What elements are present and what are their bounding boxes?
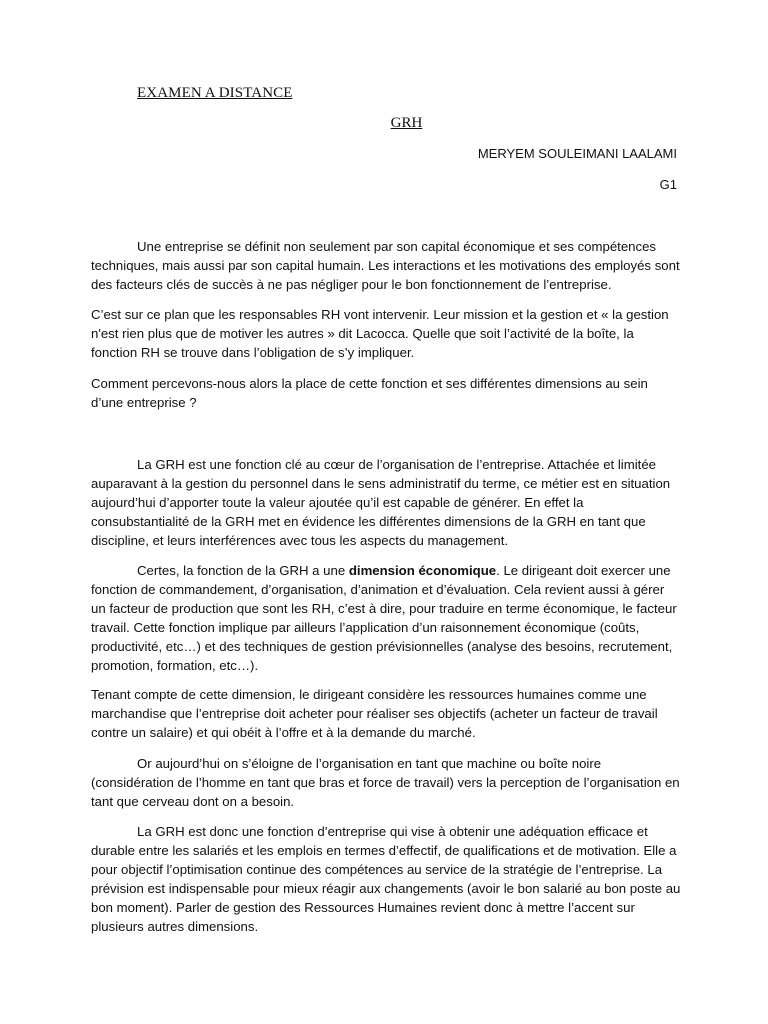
paragraph-text: La GRH est donc une fonction d’entreprise qui vise à obtenir une adéquation efficace et durable entre les salariés et les emplois en termes d’effectif, de qualifications et de motivation. Elle a pour objectif l’optimisation continue des compétences au service de la stratégie de l’entreprise. La prévision est indispensable pour mieux réagir aux changements (avoir le bon salarié au bon poste au bon moment). Parler de gestion des Ressources Humaines revient donc à mettre l’accent sur plusieurs autres dimensions. <box>91 824 681 934</box>
paragraph-organisation <box>91 754 681 811</box>
subject-title: GRH <box>390 115 423 131</box>
paragraph-merchandise <box>91 685 681 742</box>
paragraph-text: Une entreprise se définit non seulement par son capital économique et ses compétences techniques, mais aussi par son capital humain. Les interactions et les motivations des employés sont des facteurs clés de succès à ne pas négliger pour le bon fonctionnement de l’entreprise. <box>91 239 680 292</box>
paragraph-question <box>91 374 681 412</box>
paragraph-text: Or aujourd’hui on s’éloigne de l’organisation en tant que machine ou boîte noire (considération de l’homme en tant que bras et force de travail) vers la perception de l’organisation en tant que cerveau dont on a besoin. <box>91 756 680 809</box>
paragraph-text: Tenant compte de cette dimension, le dirigeant considère les ressources humaines comme une marchandise que l’entreprise doit acheter pour réaliser ses objectifs (acheter un facteur de travail contre un salaire) et qui obéit à l’offre et à la demande du marché. <box>91 687 658 740</box>
paragraph-intro-1 <box>91 237 681 294</box>
paragraph-text <box>91 561 681 675</box>
paragraph-text: La GRH est une fonction clé au cœur de l’organisation de l’entreprise. Attachée et limitée auparavant à la gestion du personnel dans le sens administratif du terme, ce métier est en situation aujourd’hui d’apporter toute la valeur ajoutée qu’il est capable de générer. En effet la consubstantialité de la GRH met en évidence les différentes dimensions de la GRH en tant que discipline, et leurs interférences avec tous les aspects du management. <box>91 457 671 548</box>
paragraph-text: C’est sur ce plan que les responsables RH vont intervenir. Leur mission et la gestion et « la gestion n'est rien plus que de motiver les autres » dit Lacocca. Quelle que soit l’activité de la boîte, la fonction RH se trouve dans l’obligation de s’y impliquer. <box>91 307 669 360</box>
paragraph-conclusion <box>91 822 681 936</box>
paragraph-text-start: Certes, la fonction de la GRH a une <box>137 563 349 578</box>
paragraph-grh-definition <box>91 455 681 550</box>
paragraph-text-end: . Le dirigeant doit exercer une fonction de commandement, d’organisation, d’animation et d’évaluation. Cela revient aussi à gérer un facteur de production que sont les RH, c’est à dire, pour traduire en terme économique, le facteur travail. Cette fonction implique par ailleurs l’application d’un raisonnement économique (coûts, productivité, etc…) et des techniques de gestion prévisionnelles (analyse des besoins, recrutement, promotion, formation, etc…). <box>91 563 677 673</box>
author-name: MERYEM SOULEIMANI LAALAMI <box>477 146 677 161</box>
paragraph-economic-dimension <box>91 561 681 675</box>
paragraph-intro-2 <box>91 305 681 362</box>
exam-title: EXAMEN A DISTANCE <box>137 85 293 101</box>
group-label: G1 <box>659 177 677 192</box>
bold-term: dimension économique <box>348 563 497 578</box>
paragraph-text: Comment percevons-nous alors la place de cette fonction et ses différentes dimensions au sein d’une entreprise ? <box>91 376 648 410</box>
